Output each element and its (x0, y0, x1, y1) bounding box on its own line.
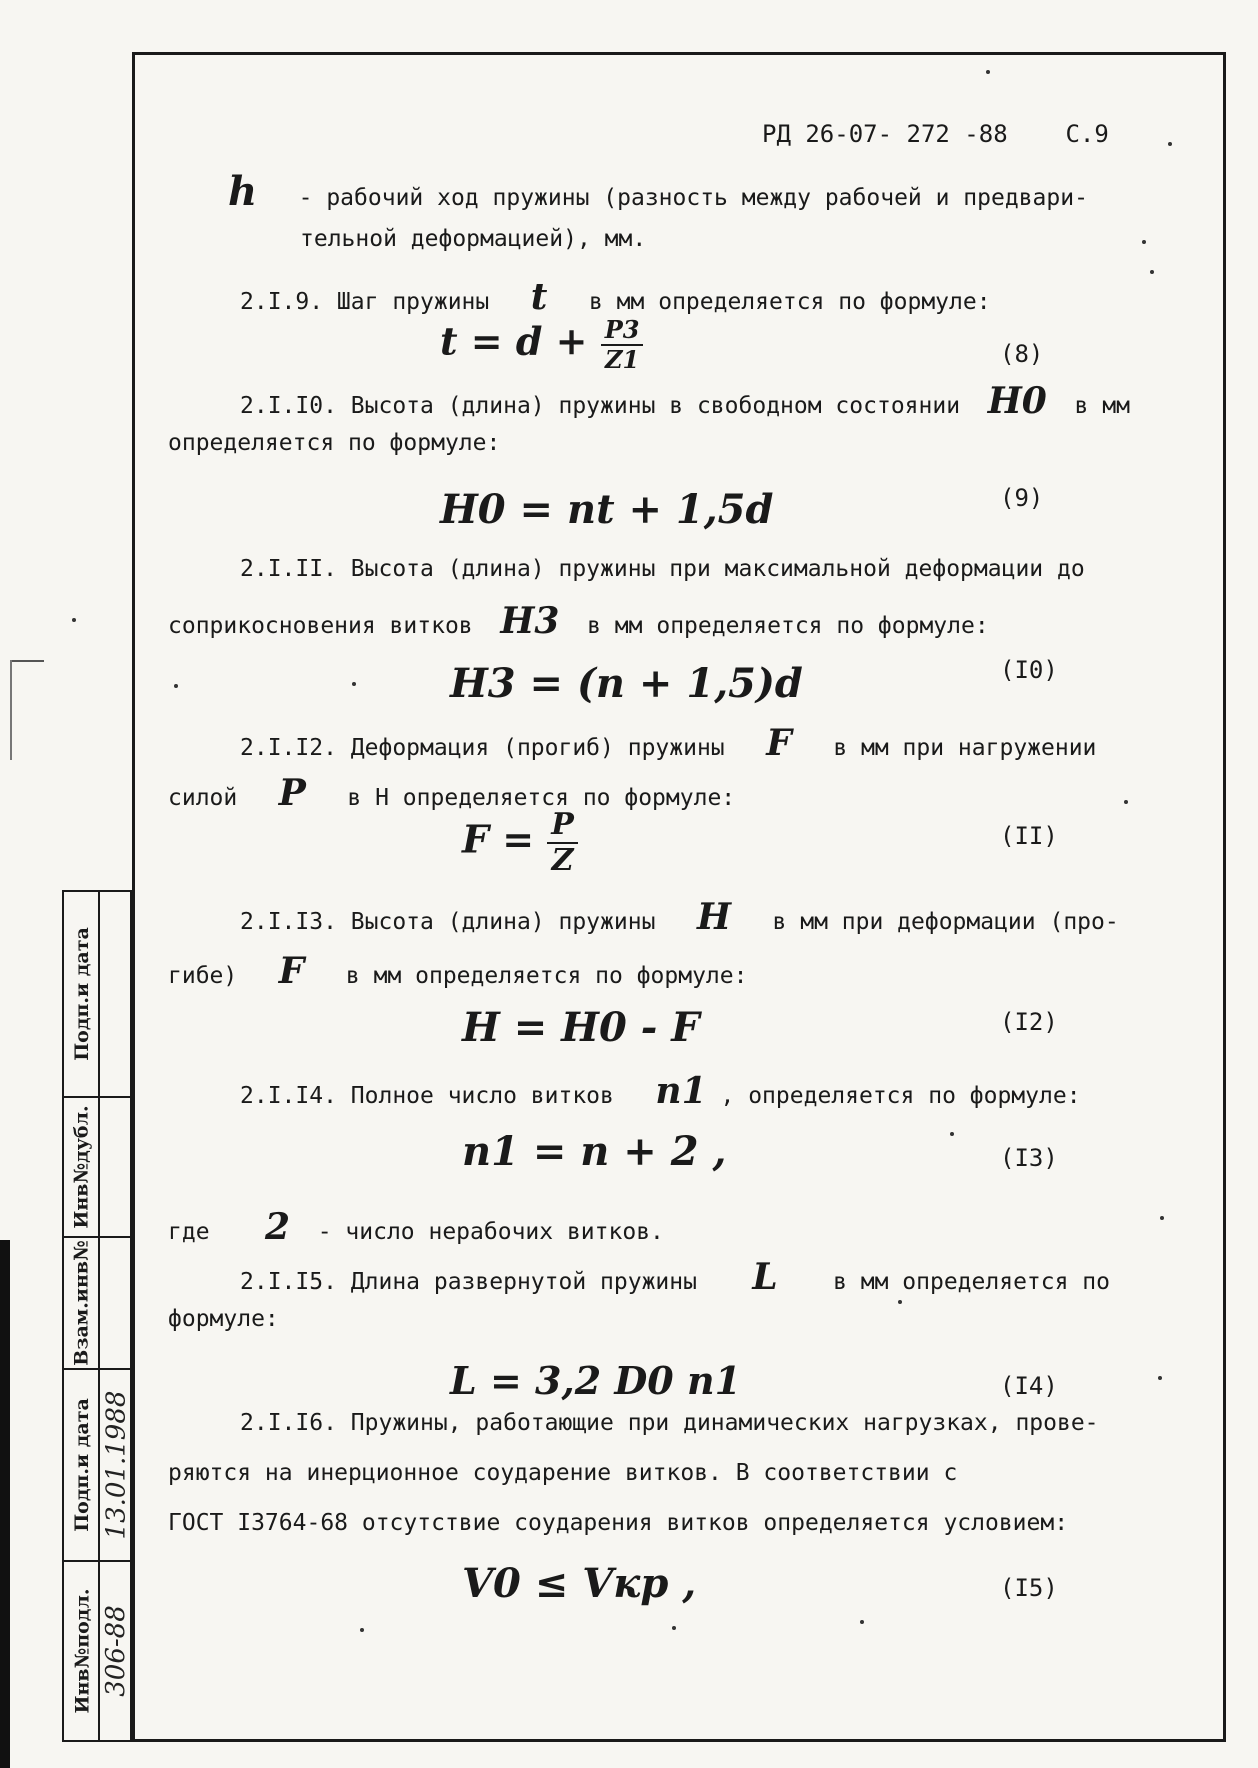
scan-speck (860, 1620, 864, 1624)
formula-11-left: F = (462, 816, 535, 862)
formula-13: n1 = n + 2 , (462, 1128, 727, 1175)
clause-2-1-15-line2: формуле: (168, 1306, 279, 1332)
scan-speck (1158, 1376, 1162, 1380)
formula-11 (462, 807, 578, 878)
formula-10: H3 = (n + 1,5)d (450, 660, 803, 707)
equation-number-15: (I5) (1000, 1574, 1058, 1602)
clause-2-1-13-text: 2.I.I3. Высота (длина) пружины (240, 909, 656, 935)
where-note (168, 1206, 664, 1248)
scan-speck (1168, 142, 1172, 146)
margin-mark-vertical (10, 660, 12, 760)
clause-2-1-10-text: 2.I.I0. Высота (длина) пружины в свободном состоянии (240, 393, 961, 419)
clause-2-1-10-tail: в мм (1074, 393, 1130, 419)
clause-2-1-9-tail: в мм определяется по формуле: (588, 289, 991, 315)
clause-2-1-14-tail: , определяется по формуле: (720, 1083, 1081, 1109)
scan-speck (950, 1132, 954, 1136)
stamp-cell-signature-date-1 (66, 892, 98, 1096)
formula-11-numerator: P (547, 810, 578, 844)
formula-15: V0 ≤ Vкр , (462, 1560, 697, 1607)
formula-14: L = 3,2 D0 n1 (450, 1358, 742, 1403)
symbol-h: h (228, 168, 258, 215)
scan-speck (1142, 240, 1146, 244)
stamp-cell-duplicate-inventory (66, 1098, 98, 1236)
clause-2-1-9-text: 2.I.9. Шаг пружины (240, 289, 490, 315)
clause-2-1-16-line3: ГОСТ I3764-68 отсутствие соударения витков определяется условием: (168, 1510, 1069, 1536)
stamp-handwritten-inventory (100, 1562, 132, 1740)
clause-2-1-16: 2.I.I6. Пружины, работающие при динамических нагрузках, прове- (240, 1410, 1099, 1436)
stamp-label-duplicate-inventory: Инв№дубл. (71, 1105, 94, 1229)
handwritten-inventory-number: 306-88 (101, 1605, 131, 1697)
clause-2-1-13-tail: в мм при деформации (про- (772, 909, 1119, 935)
symbol-f: F (766, 722, 792, 764)
clause-2-1-11-tail: в мм определяется по формуле: (587, 613, 989, 639)
clause-2-1-15-tail: в мм определяется по (833, 1269, 1111, 1295)
scan-speck (672, 1626, 676, 1630)
margin-mark (10, 660, 44, 662)
stamp-label-original-inventory: Инв№подл. (71, 1588, 93, 1714)
stamp-cell-original-inventory (66, 1562, 98, 1740)
equation-number-10: (I0) (1000, 656, 1058, 684)
formula-12: H = H0 - F (462, 1004, 700, 1051)
scan-edge (0, 1240, 10, 1768)
symbol-n1: n1 (655, 1070, 707, 1112)
stamp-cell-replacement-inventory (66, 1238, 98, 1368)
clause-2-1-12-text: 2.I.I2. Деформация (прогиб) пружины (240, 735, 725, 761)
clause-2-1-9 (240, 276, 991, 318)
definition-h (228, 168, 1088, 215)
symbol-h3: H3 (500, 600, 560, 642)
scan-speck (1150, 270, 1154, 274)
page-number: С.9 (1065, 120, 1109, 148)
symbol-l: L (752, 1256, 778, 1298)
where-note-text: - число нерабочих витков. (317, 1219, 664, 1245)
scan-speck (72, 618, 76, 622)
document-number: РД 26-07- 272 -88 (762, 120, 1008, 148)
equation-number-13: (I3) (1000, 1144, 1058, 1172)
formula-8-left: t = d + (440, 318, 588, 364)
scan-speck (352, 682, 356, 686)
scan-speck (898, 1300, 902, 1304)
clause-2-1-13-line2-tail: в мм определяется по формуле: (345, 963, 748, 989)
scan-speck (360, 1628, 364, 1632)
clause-2-1-10-line2: определяется по формуле: (168, 430, 501, 456)
stamp-cell-signature-date-2 (66, 1370, 98, 1560)
symbol-2: 2 (264, 1206, 290, 1248)
clause-2-1-12-tail: в мм при нагружении (833, 735, 1097, 761)
scan-speck (986, 70, 990, 74)
formula-8-denominator: Z1 (605, 345, 640, 374)
definition-h-text: - рабочий ход пружины (разность между рабочей и предвари- (298, 185, 1088, 211)
stamp-label-replacement-inventory: Взам.инв№ (71, 1240, 93, 1366)
equation-number-11: (II) (1000, 822, 1058, 850)
symbol-p: P (278, 772, 306, 814)
scan-speck (1160, 1216, 1164, 1220)
formula-11-fraction (547, 807, 578, 878)
clause-2-1-11-line2 (168, 600, 989, 642)
equation-number-12: (I2) (1000, 1008, 1058, 1036)
clause-2-1-16-line2: ряются на инерционное соударение витков. В соответствии с (168, 1460, 958, 1486)
clause-2-1-14-text: 2.I.I4. Полное число витков (240, 1083, 614, 1109)
definition-h-line2: тельной деформацией), мм. (300, 226, 647, 252)
registration-stamp (62, 890, 132, 1742)
clause-2-1-15 (240, 1256, 1110, 1298)
symbol-h0: H0 (987, 380, 1047, 422)
formula-9: H0 = nt + 1,5d (440, 486, 774, 533)
clause-2-1-11: 2.I.II. Высота (длина) пружины при максимальной деформации до (240, 556, 1085, 582)
symbol-f-2: F (278, 950, 305, 992)
clause-2-1-15-text: 2.I.I5. Длина развернутой пружины (240, 1269, 697, 1295)
stamp-handwritten-date (100, 1370, 132, 1560)
formula-11-denominator: Z (551, 843, 574, 878)
clause-2-1-13-line2-text: гибе) (168, 963, 238, 989)
symbol-h: H (696, 896, 731, 938)
clause-2-1-14 (240, 1070, 1081, 1112)
clause-2-1-11-text: соприкосновения витков (168, 613, 473, 639)
clause-2-1-13-line2 (168, 950, 747, 992)
clause-2-1-13 (240, 896, 1119, 938)
stamp-label-signature-date-2: Подп.и дата (71, 1398, 94, 1532)
clause-2-1-12 (240, 722, 1096, 764)
clause-2-1-12-line2-tail: в Н определяется по формуле: (347, 785, 736, 811)
equation-number-9: (9) (1000, 484, 1044, 512)
scan-speck (1124, 800, 1128, 804)
equation-number-14: (I4) (1000, 1372, 1058, 1400)
handwritten-date: 13.01.1988 (101, 1390, 131, 1540)
clause-2-1-10 (240, 380, 1130, 422)
clause-2-1-12-line2-text: силой (168, 785, 238, 811)
formula-8-fraction (601, 315, 644, 374)
symbol-t: t (530, 276, 548, 318)
page-header (762, 120, 1109, 148)
stamp-label-signature-date-1: Подп.и дата (71, 927, 94, 1061)
formula-8-numerator: P3 (601, 318, 644, 346)
clause-2-1-12-line2 (168, 772, 735, 814)
where-note-prefix: где (168, 1219, 210, 1245)
formula-8 (440, 315, 643, 374)
scan-speck (174, 684, 178, 688)
equation-number-8: (8) (1000, 340, 1044, 368)
